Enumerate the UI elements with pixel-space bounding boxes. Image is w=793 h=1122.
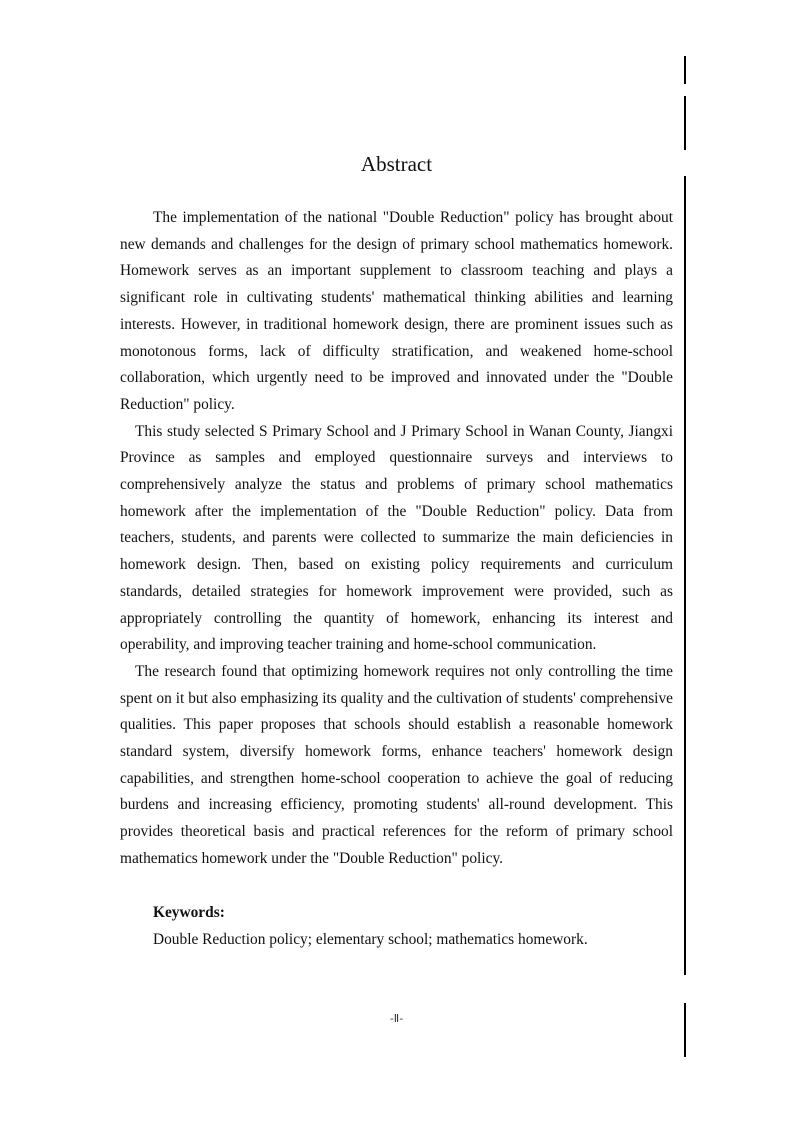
- margin-rule-segment-2: [684, 96, 686, 150]
- page-title: Abstract: [360, 152, 433, 176]
- keywords-section: [153, 900, 673, 953]
- abstract-paragraph-2: This study selected S Primary School and J Primary School in Wanan County, Jiangxi Province as samples and employed questionnaire surveys and interviews to comprehensively analyze the status and problems of primary school mathematics homework after the implementation of the "Double Reduction" policy. Data from teachers, students, and parents were collected to summarize the main deficiencies in homework design. Then, based on existing policy requirements and curriculum standards, detailed strategies for homework improvement were provided, such as appropriately controlling the quantity of homework, enhancing its interest and operability, and improving teacher training and home-school communication.: [120, 422, 673, 654]
- margin-rule-segment-1: [684, 56, 686, 84]
- abstract-paragraph-1: The implementation of the national "Double Reduction" policy has brought about new demands and challenges for the design of primary school mathematics homework. Homework serves as an important supplement to classroom teaching and plays a significant role in cultivating students' mathematical thinking abilities and learning interests. However, in traditional homework design, there are prominent issues such as monotonous forms, lack of difficulty stratification, and weakened home-school collaboration, which urgently need to be improved and innovated under the "Double Reduction" policy.: [120, 209, 673, 413]
- abstract-body: [120, 205, 673, 873]
- keywords-value: Double Reduction policy; elementary school; mathematics homework.: [153, 930, 588, 948]
- margin-rule-segment-3: [684, 176, 686, 975]
- page-number: -Ⅱ-: [389, 1012, 404, 1025]
- keywords-label: Keywords:: [153, 904, 225, 921]
- abstract-paragraph-3: The research found that optimizing homework requires not only controlling the time spent on it but also emphasizing its quality and the cultivation of students' comprehensive qualities. This paper proposes that schools should establish a reasonable homework standard system, diversify homework forms, enhance teachers' homework design capabilities, and strengthen home-school cooperation to achieve the goal of reducing burdens and increasing efficiency, promoting students' all-round development. This provides theoretical basis and practical references for the reform of primary school mathematics homework under the "Double Reduction" policy.: [120, 662, 673, 867]
